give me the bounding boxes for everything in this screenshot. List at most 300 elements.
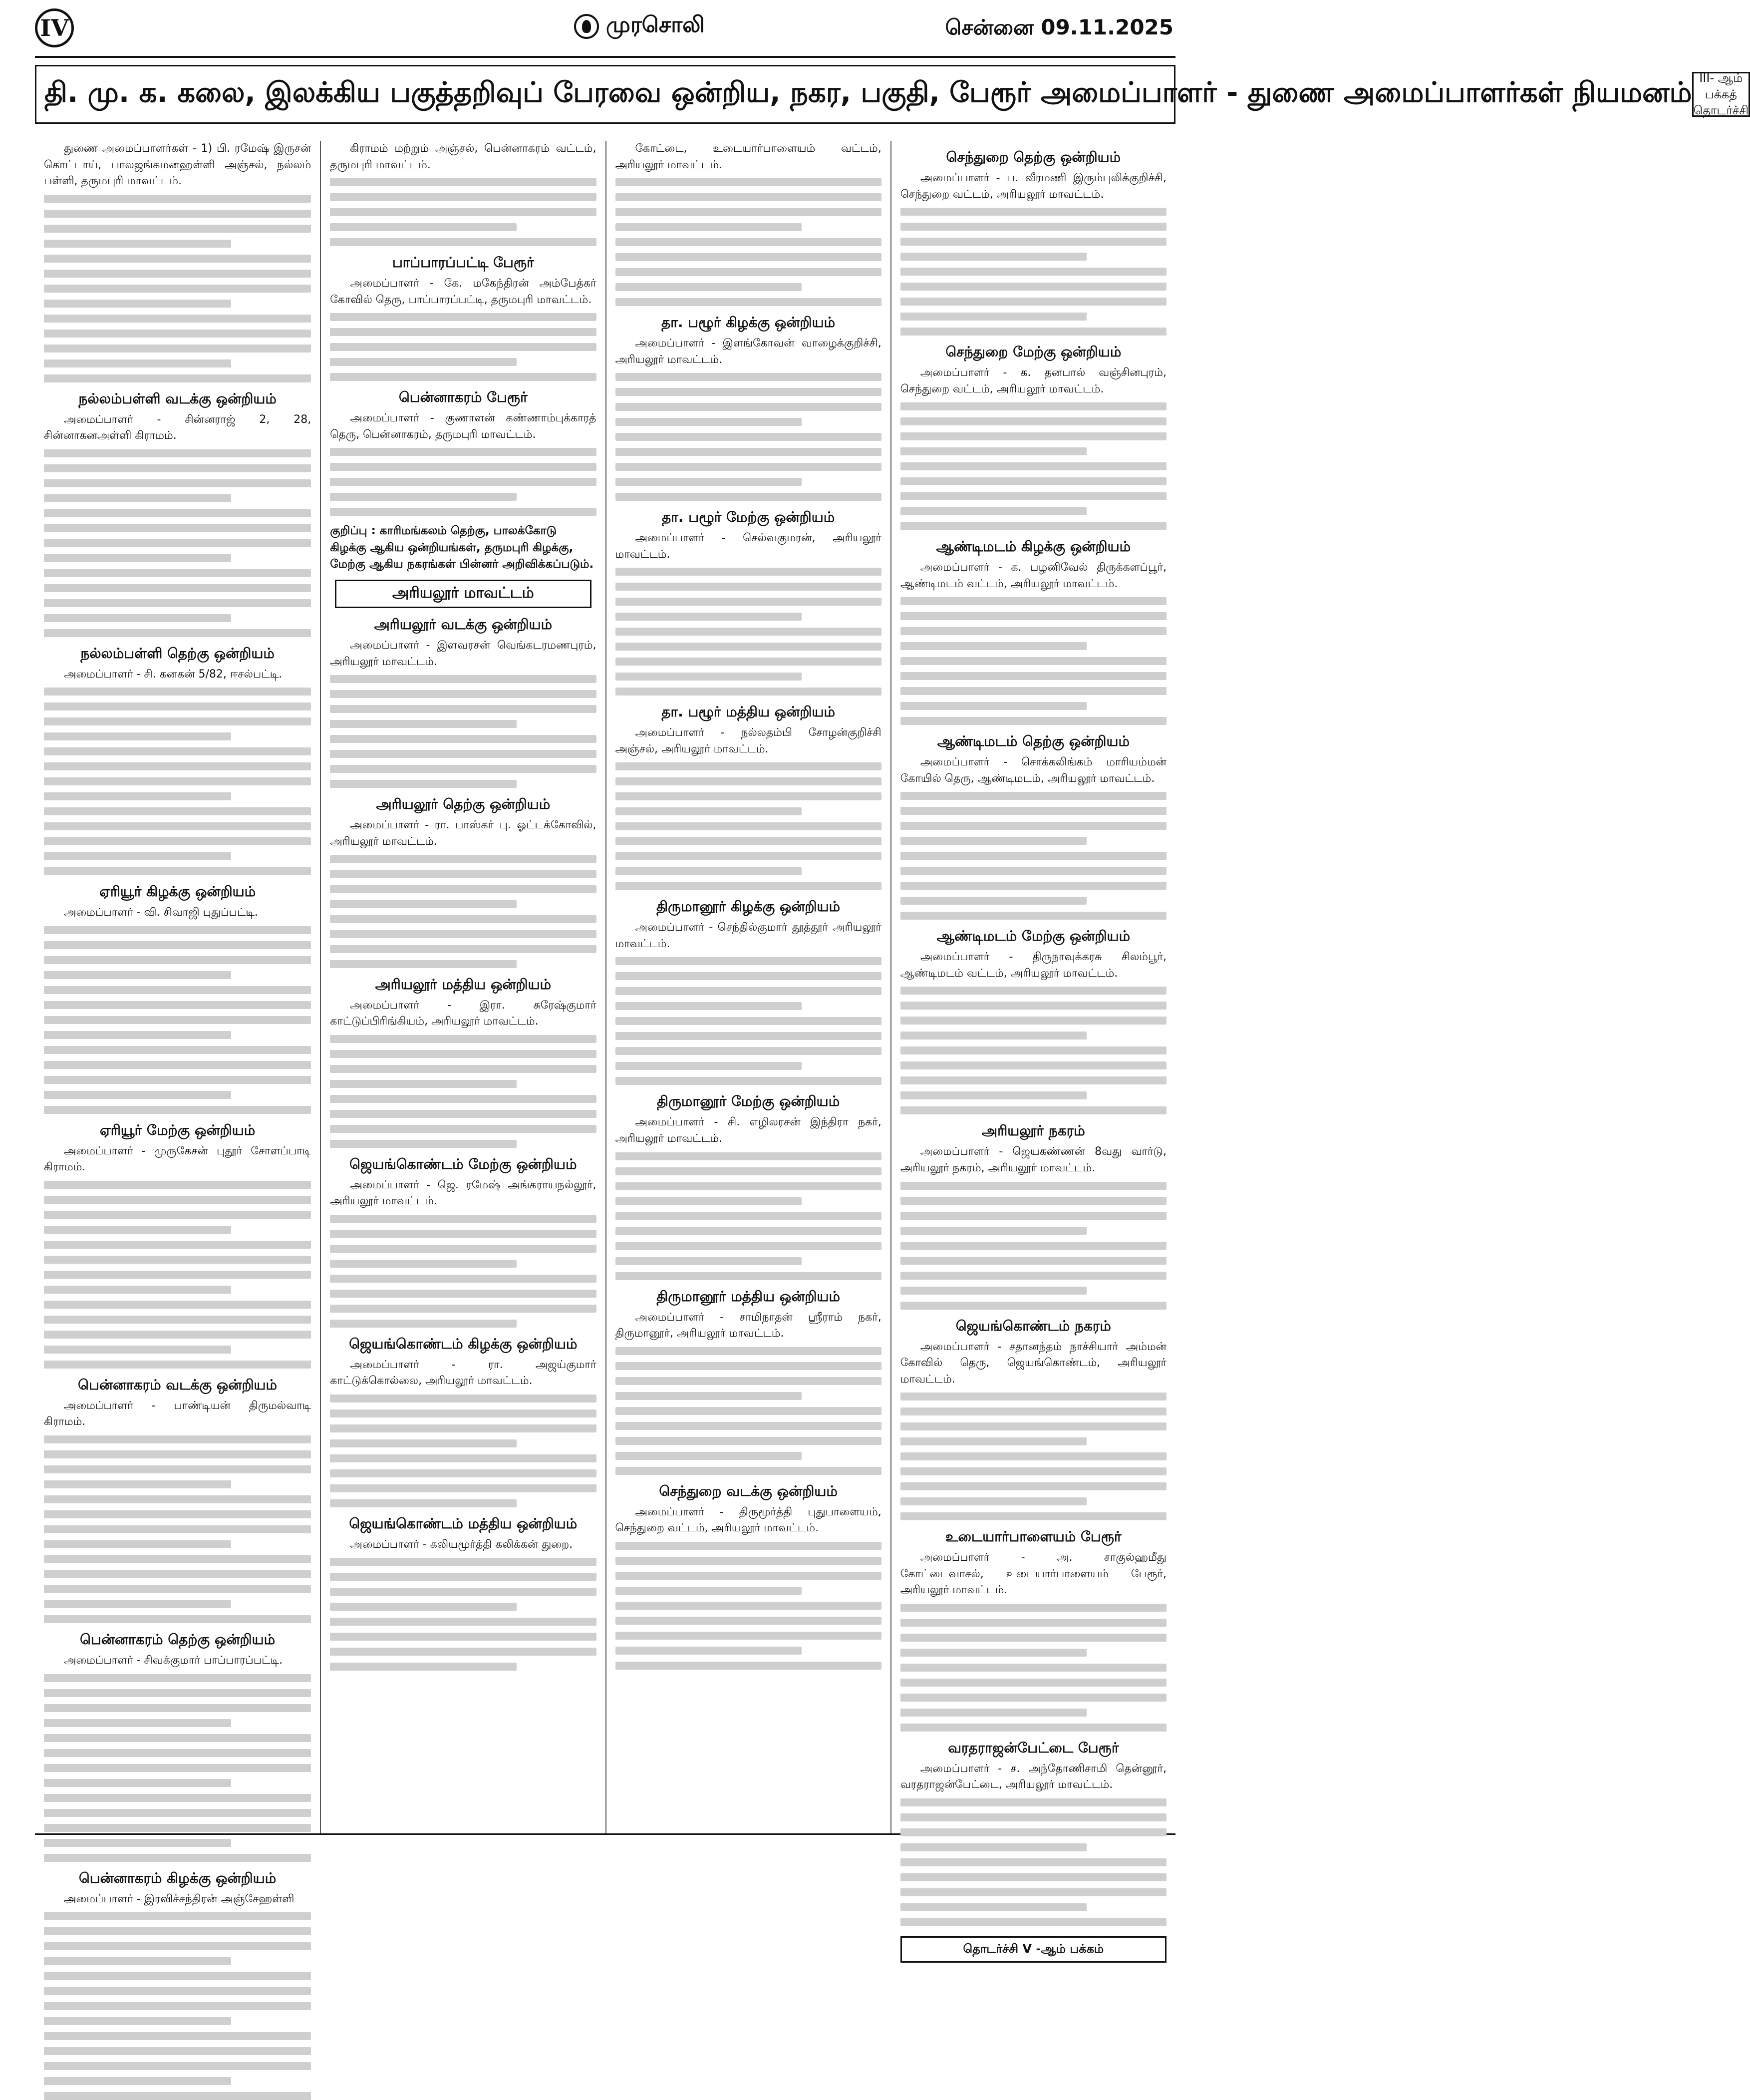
illegible-text-line [900, 1709, 1087, 1717]
section-heading: திருமானூர் மத்திய ஒன்றியம் [656, 1288, 840, 1305]
illegible-text-line [900, 1212, 1167, 1220]
illegible-text-line [900, 687, 1167, 695]
illegible-text-line [615, 583, 881, 591]
illegible-text-line [900, 987, 1167, 995]
article-columns [35, 141, 1175, 1956]
illegible-text-line [330, 720, 516, 728]
illegible-text-line [615, 1437, 881, 1445]
headline: தி. மு. க. கலை, இலக்கிய பகுத்தறிவுப் பேரவை ஒன்றிய, நகர, பகுதி, பேரூர் அமைப்பாளர் - துணை அமைப்பாளர்கள் நியமனம் [44, 76, 1692, 109]
illegible-text-line [900, 1813, 1167, 1821]
illegible-text-line [615, 1467, 881, 1475]
illegible-text-line [44, 1256, 311, 1264]
section-text: அமைப்பாளர் - ச. அந்தோணிசாமி தென்னூர், வரதராஜன்பேட்டை, அரியலூர் மாவட்டம். [900, 1762, 1167, 1791]
illegible-text-line [44, 1794, 311, 1802]
illegible-text-line [44, 345, 311, 352]
illegible-text-line [330, 1140, 516, 1148]
headline-banner [35, 65, 1749, 124]
illegible-text-line [44, 837, 311, 845]
illegible-text-line [615, 1167, 881, 1175]
illegible-text-line [615, 837, 881, 845]
illegible-text-line [900, 1798, 1167, 1806]
illegible-text-line [330, 178, 596, 186]
illegible-text-line [44, 807, 311, 815]
illegible-text-line [330, 1080, 516, 1088]
illegible-text-line [900, 1512, 1167, 1520]
illegible-text-line [44, 509, 311, 517]
illegible-text-line [44, 1600, 231, 1608]
illegible-text-line [900, 268, 1167, 276]
section-heading: திருமானூர் மேற்கு ஒன்றியம் [657, 1093, 840, 1110]
illegible-text-line [44, 2092, 311, 2100]
illegible-text-line [44, 1226, 231, 1234]
section-heading: பென்னாகரம் வடக்கு ஒன்றியம் [78, 1376, 278, 1393]
illegible-text-line [900, 1679, 1167, 1687]
section-text: அமைப்பாளர் - ரா. பாஸ்கர் பு. ஓட்டக்கோவில், அரியலூர் மாவட்டம். [330, 819, 596, 848]
section-heading: ஜெயங்கொண்டம் நகரம் [955, 1317, 1111, 1334]
illegible-text-line [330, 343, 596, 351]
illegible-text-line [44, 614, 231, 622]
section-heading: தா. பழூர் கிழக்கு ஒன்றியம் [661, 314, 836, 331]
illegible-text-line [615, 1452, 802, 1460]
illegible-text-line [44, 1495, 311, 1503]
illegible-text-line [615, 373, 881, 381]
section-text: அமைப்பாளர் - சதானந்தம் நாச்சியார் அம்மன் கோவில் தெரு, ஜெயங்கொண்டம், அரியலூர் மாவட்டம். [900, 1340, 1167, 1386]
illegible-text-line [330, 1065, 596, 1073]
illegible-text-line [615, 493, 881, 501]
section-text: அமைப்பாளர் - நல்லதம்பி சோழன்குறிச்சி அஞ்சல், அரியலூர் மாவட்டம். [615, 726, 881, 755]
illegible-text-line [330, 690, 596, 698]
illegible-text-line [615, 867, 802, 875]
illegible-text-line [44, 1510, 311, 1518]
illegible-text-line [44, 1465, 311, 1473]
district-heading: அரியலூர் மாவட்டம் [335, 580, 591, 608]
illegible-text-line [615, 1587, 802, 1595]
section-text: அமைப்பாளர் - சாமிநாதன் ஸ்ரீராம் நகர், திருமானூர், அரியலூர் மாவட்டம். [615, 1311, 881, 1340]
illegible-text-line [615, 972, 881, 980]
illegible-text-line [44, 777, 311, 785]
illegible-text-line [330, 675, 596, 683]
illegible-text-line [615, 298, 881, 306]
illegible-text-line [615, 433, 881, 441]
illegible-text-line [330, 1260, 516, 1268]
illegible-text-line [615, 1542, 881, 1550]
illegible-text-line [900, 1467, 1167, 1475]
illegible-text-line [900, 792, 1167, 800]
illegible-text-line [615, 1182, 881, 1190]
illegible-text-line [615, 193, 881, 201]
illegible-text-line [44, 941, 311, 949]
illegible-text-line [330, 1110, 596, 1118]
paper-title [574, 12, 705, 40]
illegible-text-line [44, 1211, 311, 1219]
illegible-text-line [615, 1602, 881, 1610]
illegible-text-line [330, 1290, 596, 1298]
illegible-text-line [44, 1942, 311, 1950]
illegible-text-line [900, 1106, 1167, 1114]
section-text: அமைப்பாளர் - க. தனபால் வஞ்சினபுரம், செந்துறை வட்டம், அரியலூர் மாவட்டம். [900, 366, 1167, 395]
illegible-text-line [615, 1272, 881, 1280]
section-heading: நல்லம்பள்ளி தெற்கு ஒன்றியம் [80, 645, 275, 662]
illegible-text-line [615, 1152, 881, 1160]
illegible-text-line [615, 1662, 881, 1670]
illegible-text-line [615, 1407, 881, 1415]
illegible-text-line [330, 1305, 596, 1313]
illegible-text-line [900, 1182, 1167, 1190]
illegible-text-line [900, 597, 1167, 605]
illegible-text-line [615, 1422, 881, 1430]
illegible-text-line [44, 315, 311, 323]
illegible-text-line [44, 1181, 311, 1189]
illegible-text-line [44, 569, 311, 577]
illegible-text-line [44, 1271, 311, 1279]
illegible-text-line [330, 870, 596, 878]
illegible-text-line [44, 717, 311, 725]
illegible-text-line [900, 1227, 1087, 1235]
illegible-text-line [44, 792, 231, 800]
illegible-text-line [900, 1918, 1167, 1926]
illegible-text-line [44, 464, 311, 472]
illegible-text-line [900, 298, 1167, 306]
illegible-text-line [330, 900, 516, 908]
section-heading: பென்னாகரம் தெற்கு ஒன்றியம் [80, 1631, 276, 1648]
illegible-text-line [330, 765, 596, 773]
illegible-text-line [330, 358, 516, 366]
section-text: அமைப்பாளர் - சி. கனகன் 5/82, ஈசல்பட்டி. [64, 668, 283, 681]
illegible-text-line [900, 1437, 1087, 1445]
illegible-text-line [44, 524, 311, 532]
illegible-text-line [615, 1197, 802, 1205]
illegible-text-line [615, 208, 881, 216]
section-text: அமைப்பாளர் - செல்வகுமரன், அரியலூர் மாவட்டம். [615, 532, 881, 561]
section-heading: அரியலூர் தெற்கு ஒன்றியம் [376, 796, 551, 813]
section-heading: ஆண்டிமடம் கிழக்கு ஒன்றியம் [936, 538, 1131, 555]
illegible-text-line [900, 492, 1167, 500]
illegible-text-line [900, 1903, 1087, 1911]
illegible-text-line [44, 2062, 311, 2070]
illegible-text-line [900, 1287, 1087, 1295]
illegible-text-line [330, 930, 596, 938]
illegible-text-line [615, 1347, 881, 1355]
column-2 [320, 141, 605, 1833]
illegible-text-line [44, 1450, 311, 1458]
paper-name: முரசொலி [606, 12, 705, 37]
illegible-text-line [330, 208, 596, 216]
illegible-text-line [900, 672, 1167, 680]
illegible-text-line [44, 255, 311, 263]
continued-from-box [1692, 72, 1750, 117]
illegible-text-line [615, 1257, 802, 1265]
illegible-text-line [44, 1704, 311, 1712]
illegible-text-line [615, 463, 881, 471]
illegible-text-line [615, 1002, 802, 1010]
illegible-text-line [44, 1555, 311, 1563]
dateline: சென்னை 09.11.2025 [945, 15, 1173, 39]
illegible-text-line [615, 1032, 881, 1040]
illegible-text-line [330, 1320, 516, 1328]
illegible-text-line [44, 986, 311, 994]
section-heading: அரியலூர் மத்திய ஒன்றியம் [375, 976, 552, 993]
illegible-text-line [44, 688, 311, 696]
illegible-text-line [44, 1076, 311, 1084]
illegible-text-line [44, 629, 311, 637]
illegible-text-line [900, 507, 1087, 515]
illegible-text-line [900, 702, 1087, 710]
section-heading: செந்துறை தெற்கு ஒன்றியம் [946, 149, 1121, 165]
continued-to-box: தொடர்ச்சி V -ஆம் பக்கம் [900, 1936, 1167, 1963]
section-text: அமைப்பாளர் - சிவக்குமார் பாப்பாரப்பட்டி. [64, 1654, 283, 1667]
illegible-text-line [44, 1241, 311, 1249]
illegible-text-line [615, 1227, 881, 1235]
illegible-text-line [900, 223, 1167, 231]
illegible-text-line [615, 613, 802, 621]
illegible-text-line [330, 1050, 596, 1058]
illegible-text-line [330, 478, 596, 486]
illegible-text-line [900, 1497, 1087, 1505]
illegible-text-line [615, 1362, 881, 1370]
illegible-text-line [330, 1603, 516, 1611]
continued-line-2: தொடர்ச்சி [1693, 103, 1749, 118]
illegible-text-line [330, 1454, 596, 1462]
illegible-text-line [330, 855, 596, 863]
illegible-text-line [330, 1618, 596, 1626]
illegible-text-line [615, 418, 802, 426]
illegible-text-line [900, 1452, 1167, 1460]
illegible-text-line [44, 1764, 311, 1772]
illegible-text-line [615, 568, 881, 576]
illegible-text-line [44, 747, 311, 755]
illegible-text-line [44, 2017, 231, 2025]
illegible-text-line [900, 807, 1167, 815]
section-heading: திருமானூர் கிழக்கு ஒன்றியம் [656, 898, 841, 915]
section-heading: பாப்பாரப்பட்டி பேரூர் [392, 254, 534, 271]
illegible-text-line [900, 328, 1167, 336]
illegible-text-line [900, 522, 1167, 530]
illegible-text-line [330, 1215, 596, 1223]
illegible-text-line [44, 1570, 311, 1578]
illegible-text-line [615, 807, 802, 815]
section-text: கோட்டை, உடையார்பாளையம் வட்டம், அரியலூர் மாவட்டம். [615, 142, 881, 171]
illegible-text-line [330, 1230, 596, 1238]
illegible-text-line [900, 867, 1167, 875]
illegible-text-line [44, 359, 231, 367]
section-text: அமைப்பாளர் - க. பழனிவேல் திருக்களப்பூர், ஆண்டிமடம் வட்டம், அரியலூர் மாவட்டம். [900, 561, 1167, 590]
illegible-text-line [330, 373, 596, 381]
illegible-text-line [615, 1632, 881, 1640]
illegible-text-line [900, 402, 1167, 410]
note-text: குறிப்பு : காரிமங்கலம் தெற்கு, பாலக்கோடு கிழக்கு ஆகிய ஒன்றியங்கள், தருமபுரி கிழக்கு, மேற்கு ஆகிய நகரங்கள் பின்னர் அறிவிக்கப்படும். [330, 524, 594, 571]
illegible-text-line [900, 1272, 1167, 1280]
section-text: அமைப்பாளர் - பாண்டியன் திருமல்வாடி கிராமம். [44, 1399, 311, 1428]
illegible-text-line [44, 225, 311, 233]
illegible-text-line [615, 957, 881, 965]
illegible-text-line [615, 1617, 881, 1625]
illegible-text-line [44, 1001, 311, 1009]
illegible-text-line [44, 1779, 231, 1787]
illegible-text-line [44, 1346, 231, 1354]
illegible-text-line [615, 1062, 802, 1070]
illegible-text-line [900, 1407, 1167, 1415]
illegible-text-line [900, 1888, 1167, 1896]
illegible-text-line [44, 956, 311, 964]
section-heading: வரதராஜன்பேட்டை பேரூர் [948, 1739, 1119, 1756]
illegible-text-line [900, 1724, 1167, 1732]
illegible-text-line [330, 193, 596, 201]
section-text: அமைப்பாளர் - இளவரசன் வெங்கடரமணபுரம், அரியலூர் மாவட்டம். [330, 639, 596, 668]
illegible-text-line [44, 1734, 311, 1742]
illegible-text-line [900, 1828, 1167, 1836]
illegible-text-line [44, 300, 231, 308]
illegible-text-line [44, 1525, 311, 1533]
emblem-icon [574, 14, 599, 39]
illegible-text-line [330, 1424, 596, 1432]
section-text: கிராமம் மற்றும் அஞ்சல், பென்னாகரம் வட்டம், தருமபுரி மாவட்டம். [330, 142, 596, 171]
illegible-text-line [615, 448, 881, 456]
illegible-text-line [44, 1361, 311, 1369]
illegible-text-line [900, 1634, 1167, 1642]
section-heading: ஆண்டிமடம் மேற்கு ஒன்றியம் [936, 928, 1131, 945]
illegible-text-line [615, 1077, 881, 1085]
illegible-text-line [615, 1047, 881, 1055]
illegible-text-line [44, 330, 311, 338]
section-text: அமைப்பாளர் - செந்தில்குமார் தூத்தூர் அரியலூர் மாவட்டம். [615, 921, 881, 950]
illegible-text-line [44, 1689, 311, 1697]
illegible-text-line [615, 673, 802, 681]
illegible-text-line [330, 780, 516, 788]
illegible-text-line [900, 852, 1167, 860]
illegible-text-line [44, 1749, 311, 1757]
section-text: துணை அமைப்பாளர்கள் - 1) பி. ரமேஷ் இருசன் கொட்டாய், பாலஜங்கமனஹள்ளி அஞ்சல், நல்லம் பள்ளி, தருமபுரி மாவட்டம். [44, 142, 311, 188]
illegible-text-line [44, 702, 311, 710]
illegible-text-line [900, 882, 1167, 890]
illegible-text-line [44, 1719, 231, 1727]
illegible-text-line [615, 1377, 881, 1385]
section-text: அமைப்பாளர் - சொக்கலிங்கம் மாரியம்மன் கோயில் தெரு, ஆண்டிமடம், அரியலூர் மாவட்டம். [900, 756, 1167, 785]
illegible-text-line [330, 463, 596, 471]
illegible-text-line [615, 1647, 802, 1655]
section-text: அமைப்பாளர் - சின்னராஜ் 2, 28, சின்னாகனஅள்ளி கிராமம். [44, 413, 311, 442]
illegible-text-line [44, 1854, 311, 1862]
illegible-text-line [330, 1275, 596, 1283]
illegible-text-line [330, 493, 516, 501]
section-text: அமைப்பாளர் - இளங்கோவன் வாழைக்குறிச்சி, அரியலூர் மாவட்டம். [615, 337, 881, 366]
illegible-text-line [330, 1558, 596, 1566]
illegible-text-line [900, 1061, 1167, 1069]
illegible-text-line [44, 1031, 231, 1039]
illegible-text-line [330, 223, 516, 231]
illegible-text-line [44, 971, 231, 979]
illegible-text-line [330, 1395, 596, 1402]
illegible-text-line [900, 238, 1167, 246]
illegible-text-line [330, 1499, 516, 1507]
section-text: அமைப்பாளர் - திருமூர்த்தி புதுபாளையம், செந்துறை வட்டம், அரியலூர் மாவட்டம். [615, 1505, 881, 1535]
section-heading: உடையார்பாளையம் பேரூர் [945, 1528, 1122, 1545]
illegible-text-line [615, 628, 881, 636]
illegible-text-line [330, 1035, 596, 1043]
illegible-text-line [900, 432, 1167, 440]
section-heading: தா. பழூர் மத்திய ஒன்றியம் [661, 703, 835, 720]
illegible-text-line [44, 270, 311, 278]
illegible-text-line [900, 1017, 1167, 1025]
illegible-text-line [330, 705, 596, 713]
page-number: IV [35, 8, 74, 47]
illegible-text-line [615, 1017, 881, 1025]
illegible-text-line [330, 915, 596, 923]
illegible-text-line [44, 1912, 311, 1920]
illegible-text-line [44, 1927, 311, 1935]
illegible-text-line [44, 1196, 311, 1204]
illegible-text-line [900, 1604, 1167, 1612]
illegible-text-line [615, 268, 881, 276]
illegible-text-line [900, 1873, 1167, 1881]
section-heading: பென்னாகரம் கிழக்கு ஒன்றியம் [78, 1869, 277, 1886]
illegible-text-line [330, 238, 596, 246]
section-text: அமைப்பாளர் - சி. எழிலரசன் இந்திரா நகர், அரியலூர் மாவட்டம். [615, 1116, 881, 1145]
section-heading: ஏரியூர் மேற்கு ஒன்றியம் [99, 1121, 256, 1138]
illegible-text-line [44, 1091, 231, 1099]
illegible-text-line [44, 1585, 311, 1593]
illegible-text-line [44, 584, 311, 592]
illegible-text-line [330, 1588, 596, 1596]
illegible-text-line [900, 447, 1087, 455]
illegible-text-line [615, 283, 802, 291]
section-heading: ஏரியூர் கிழக்கு ஒன்றியம் [99, 883, 256, 900]
illegible-text-line [44, 2032, 311, 2040]
illegible-text-line [44, 2047, 311, 2055]
illegible-text-line [615, 852, 881, 860]
illegible-text-line [900, 642, 1087, 650]
illegible-text-line [330, 945, 596, 953]
illegible-text-line [330, 313, 596, 321]
illegible-text-line [900, 1047, 1167, 1054]
illegible-text-line [615, 178, 881, 186]
illegible-text-line [900, 912, 1167, 920]
illegible-text-line [44, 867, 311, 875]
section-heading: நல்லம்பள்ளி வடக்கு ஒன்றியம் [78, 390, 277, 407]
illegible-text-line [44, 822, 311, 830]
masthead [35, 0, 1175, 58]
column-4 [890, 141, 1175, 1956]
illegible-text-line [330, 1245, 596, 1253]
illegible-text-line [900, 627, 1167, 635]
illegible-text-line [44, 762, 311, 770]
illegible-text-line [44, 1615, 311, 1623]
illegible-text-line [44, 539, 311, 547]
illegible-text-line [330, 1095, 596, 1103]
illegible-text-line [44, 1301, 311, 1309]
section-heading: செந்துறை மேற்கு ஒன்றியம் [945, 344, 1122, 360]
section-heading: தா. பழூர் மேற்கு ஒன்றியம் [662, 509, 835, 526]
column-3 [605, 141, 890, 1833]
illegible-text-line [615, 1572, 881, 1580]
illegible-text-line [900, 1257, 1167, 1265]
section-text: அமைப்பாளர் - திருநாவுக்கரசு சிலம்பூர், ஆண்டிமடம் வட்டம், அரியலூர் மாவட்டம். [900, 951, 1167, 980]
illegible-text-line [900, 1032, 1087, 1040]
illegible-text-line [615, 478, 802, 486]
illegible-text-line [615, 238, 881, 246]
illegible-text-line [900, 837, 1087, 845]
illegible-text-line [44, 1016, 311, 1024]
section-text: அமைப்பாளர் - ப. வீரமணி இரும்புலிக்குறிச்சி, செந்துறை வட்டம், அரியலூர் மாவட்டம். [900, 172, 1167, 201]
illegible-text-line [900, 462, 1167, 470]
illegible-text-line [44, 1046, 311, 1054]
continued-line-1: III- ஆம் பக்கத் [1699, 71, 1743, 101]
illegible-text-line [900, 657, 1167, 665]
illegible-text-line [44, 240, 231, 248]
illegible-text-line [615, 1557, 881, 1565]
illegible-text-line [44, 2077, 231, 2085]
illegible-text-line [900, 1664, 1167, 1672]
illegible-text-line [900, 1091, 1087, 1099]
